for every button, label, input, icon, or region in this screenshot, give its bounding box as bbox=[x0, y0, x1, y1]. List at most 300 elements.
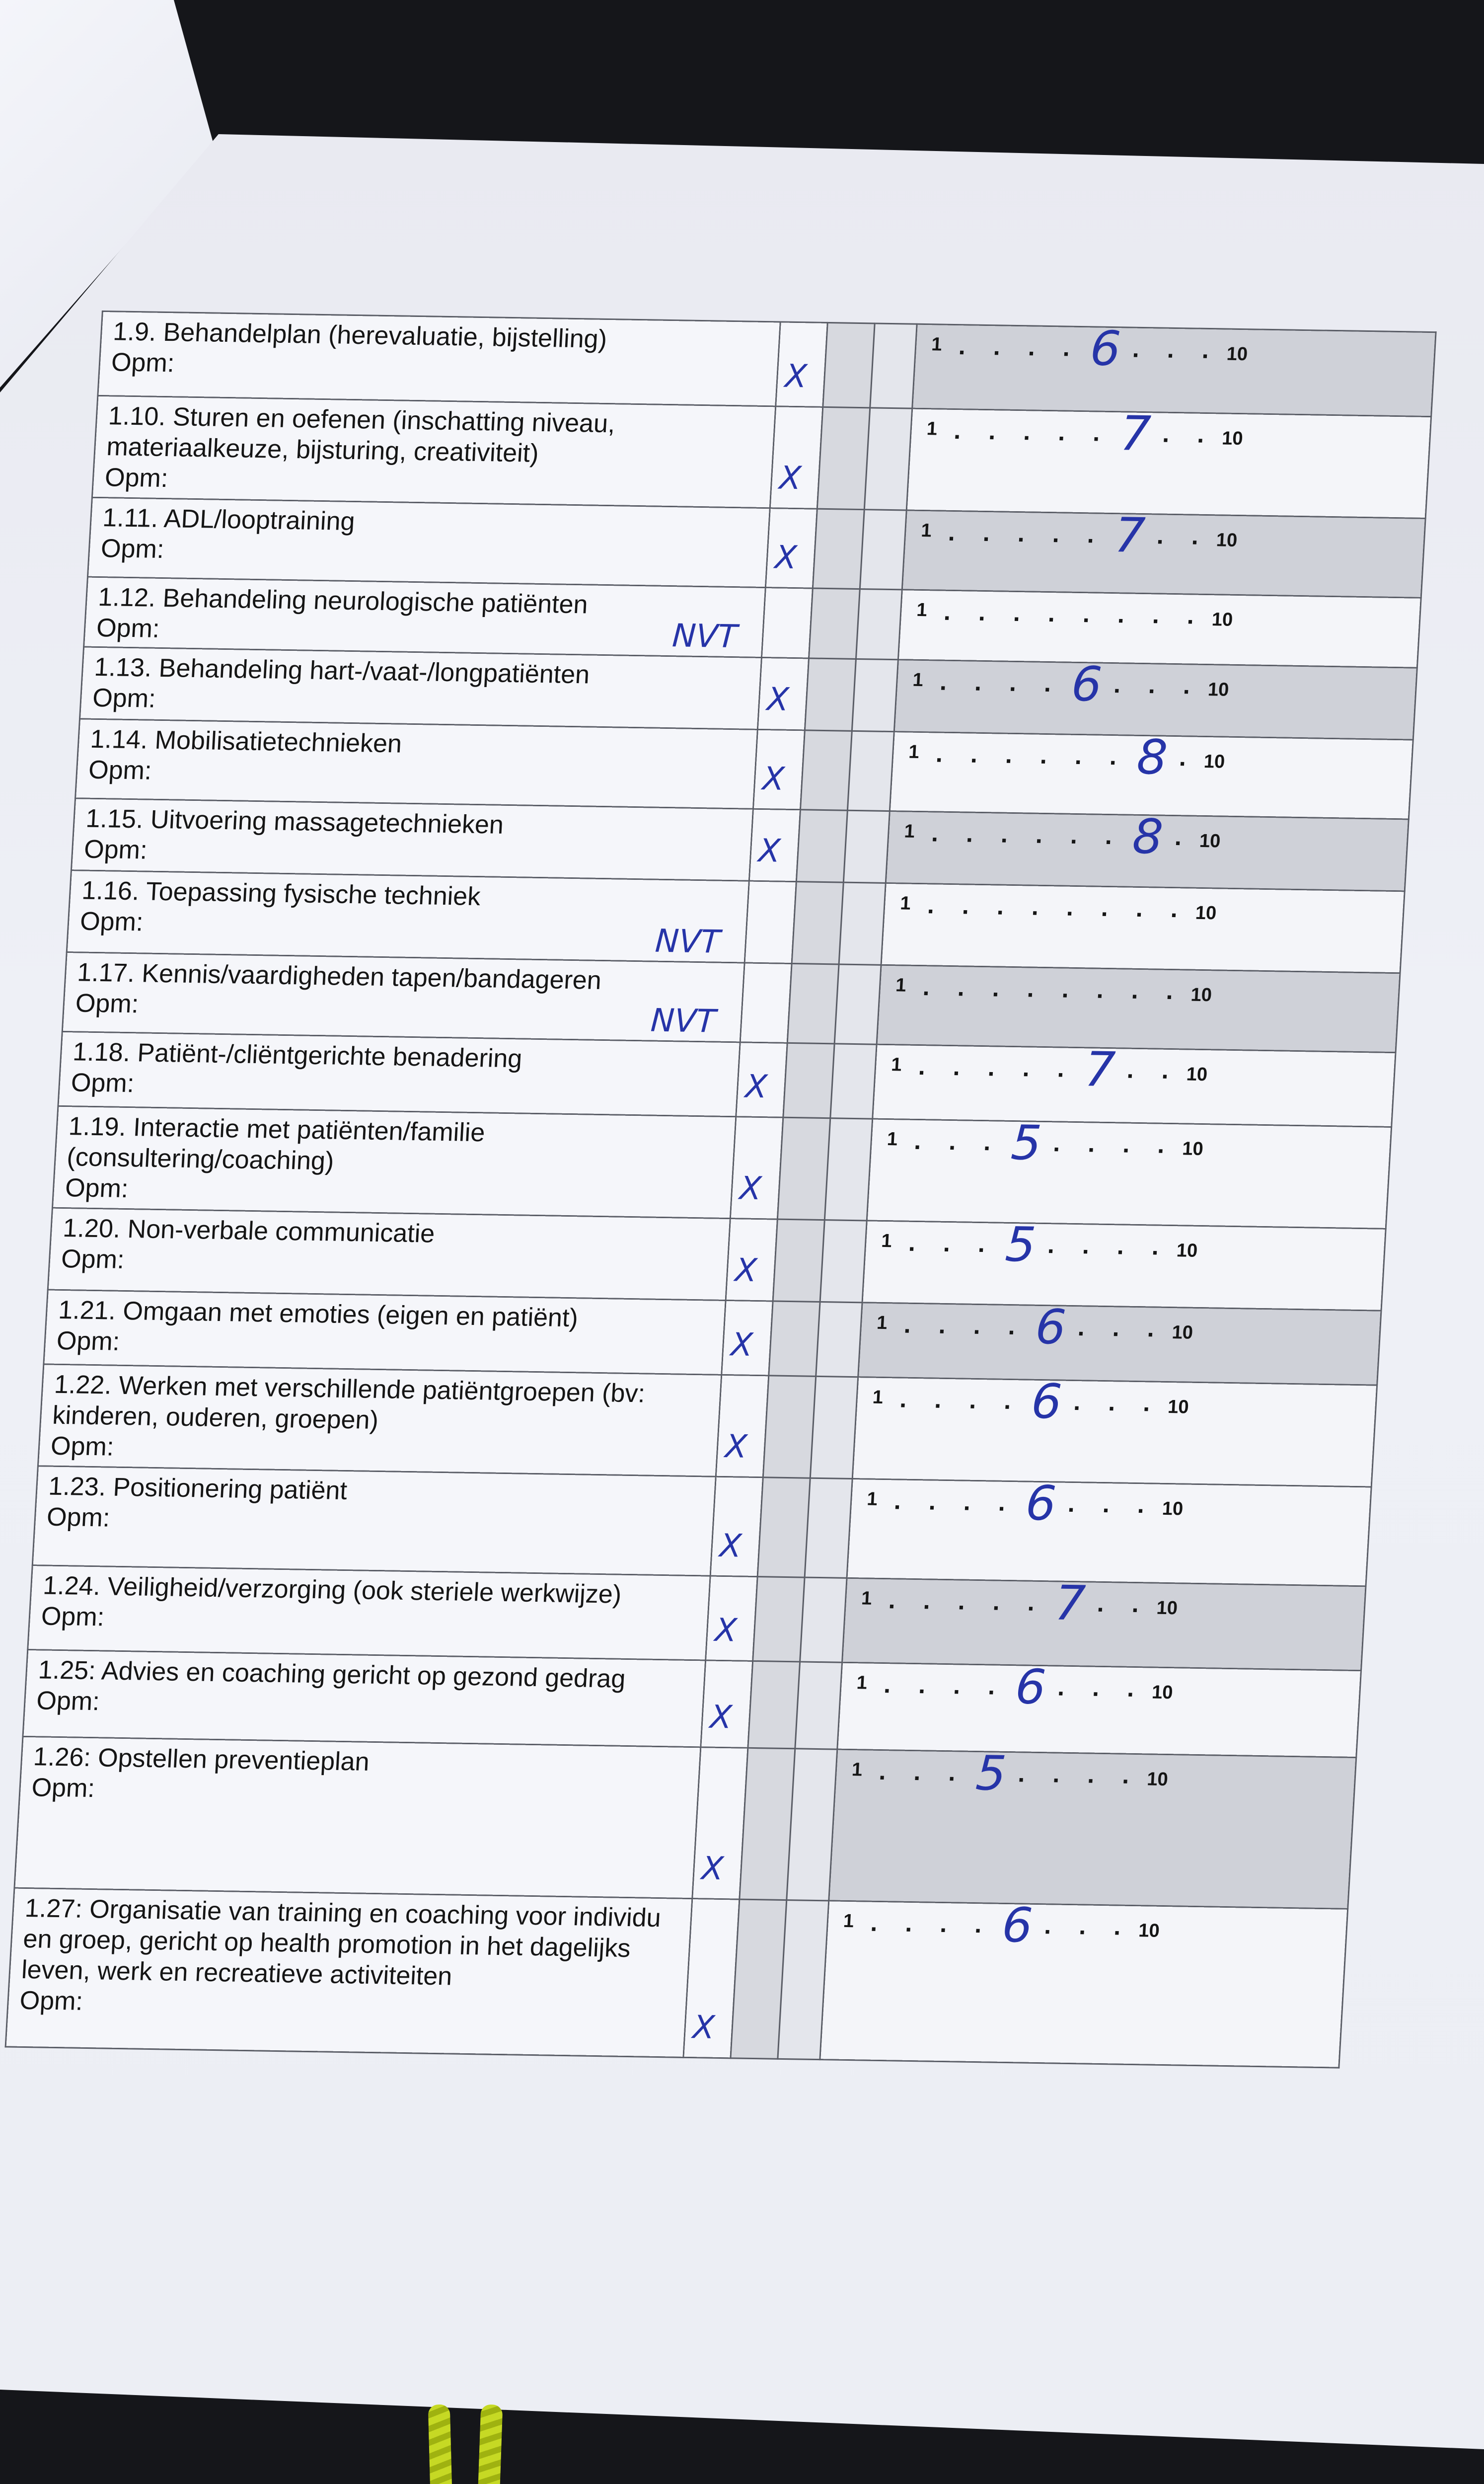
handwritten-x-mark: X bbox=[709, 1699, 733, 1736]
blank-column-cell bbox=[731, 1899, 787, 2059]
scale-dot: . bbox=[1023, 417, 1032, 446]
scale-min-label: 1 bbox=[920, 520, 932, 542]
blank-column-cell bbox=[817, 407, 870, 509]
scale-max-label: 10 bbox=[1190, 984, 1213, 1006]
checkmark-cell[interactable] bbox=[744, 881, 796, 963]
checkmark-cell[interactable] bbox=[765, 508, 817, 588]
handwritten-score: 7 bbox=[1113, 507, 1147, 564]
handwritten-x-mark: X bbox=[744, 1068, 768, 1106]
scale-max-label: 10 bbox=[1207, 679, 1230, 700]
blank-column-cell bbox=[805, 658, 856, 731]
scale-dot: . bbox=[974, 1910, 983, 1939]
scale-dot: . bbox=[952, 1053, 961, 1081]
item-label-cell bbox=[98, 311, 780, 406]
scale-dot: . bbox=[1190, 522, 1199, 550]
handwritten-x-mark: X bbox=[778, 460, 803, 497]
scale-dot: . bbox=[992, 332, 1001, 361]
handwritten-score: 8 bbox=[1131, 808, 1165, 865]
scale-min-label: 1 bbox=[856, 1672, 868, 1694]
checkmark-cell[interactable] bbox=[726, 1219, 777, 1301]
checkmark-cell[interactable] bbox=[710, 1476, 763, 1576]
blank-column-cell bbox=[824, 1118, 872, 1221]
scale-dot: . bbox=[1065, 893, 1074, 921]
item-remarks-label: Opm: bbox=[35, 1686, 101, 1716]
handwritten-x-mark: X bbox=[784, 358, 808, 395]
item-remarks-label: Opm: bbox=[95, 613, 161, 643]
handwritten-score: 6 bbox=[1000, 1897, 1035, 1953]
scale-dot: . bbox=[1113, 670, 1121, 699]
scale-dot: . bbox=[1126, 1674, 1135, 1702]
checkmark-cell[interactable] bbox=[683, 1899, 740, 2058]
item-remarks-label: Opm: bbox=[46, 1502, 111, 1533]
rating-scale-cell[interactable] bbox=[886, 808, 1409, 891]
scale-dot: . bbox=[1108, 1388, 1116, 1416]
checkmark-cell[interactable] bbox=[730, 1117, 783, 1219]
scale-max-label: 10 bbox=[1176, 1240, 1198, 1261]
scale-dot: . bbox=[1008, 668, 1018, 697]
scale-dot: . bbox=[922, 1586, 931, 1615]
blank-column-cell bbox=[839, 882, 886, 965]
scale-dot: . bbox=[939, 1909, 948, 1938]
item-label-cell bbox=[38, 1364, 721, 1476]
handwritten-score: 7 bbox=[1118, 405, 1152, 462]
rating-scale-cell[interactable] bbox=[829, 1745, 1356, 1909]
scale-dot: . bbox=[1069, 821, 1078, 849]
scale-dot: . bbox=[957, 1587, 966, 1615]
blank-column-cell bbox=[816, 1302, 862, 1377]
scale-dot: . bbox=[903, 1310, 912, 1338]
scale-dot: . bbox=[1004, 740, 1013, 769]
scale-min-label: 1 bbox=[890, 1054, 902, 1076]
item-remarks-label: Opm: bbox=[104, 463, 169, 493]
item-label-cell bbox=[14, 1736, 701, 1898]
checkmark-cell[interactable] bbox=[736, 1042, 787, 1117]
scale-dot: . bbox=[922, 973, 931, 1001]
blank-column-cell bbox=[792, 882, 843, 964]
scale-dot: . bbox=[1027, 333, 1036, 361]
blank-column-cell bbox=[769, 1301, 820, 1376]
blank-column-cell bbox=[773, 1219, 824, 1302]
item-remarks-label: Opm: bbox=[70, 1068, 135, 1098]
blank-column-cell bbox=[834, 964, 881, 1044]
scale-dot: . bbox=[1126, 1055, 1135, 1084]
blank-column-cell bbox=[753, 1577, 805, 1662]
blank-column-cell bbox=[870, 323, 917, 408]
scale-dot: . bbox=[1131, 334, 1140, 363]
rating-scale-cell[interactable] bbox=[877, 965, 1400, 1052]
item-label-cell bbox=[32, 1466, 716, 1576]
item-question: 1.11. ADL/looptraining bbox=[102, 503, 356, 537]
scale-min-label: 1 bbox=[886, 1129, 898, 1150]
item-question: 1.24. Veiligheid/verzorging (ook steriele werkwijze) bbox=[42, 1571, 622, 1609]
handwritten-score: 5 bbox=[974, 1745, 1008, 1801]
handwritten-score: 6 bbox=[1070, 656, 1104, 712]
item-question: 1.13. Behandeling hart-/vaat-/longpatiënten bbox=[93, 652, 591, 690]
scale-dot: . bbox=[934, 1385, 943, 1413]
scale-min-label: 1 bbox=[842, 1910, 855, 1932]
scale-min-label: 1 bbox=[895, 975, 907, 996]
scale-dot: . bbox=[1162, 419, 1171, 448]
handwritten-score: 6 bbox=[1014, 1659, 1047, 1715]
item-question: 1.18. Patiënt-/cliëntgerichte benadering bbox=[72, 1037, 523, 1074]
blank-column-cell bbox=[795, 1662, 842, 1749]
scale-dot: . bbox=[938, 1311, 947, 1339]
handwritten-x-mark: X bbox=[700, 1850, 725, 1888]
handwritten-x-mark: X bbox=[714, 1612, 738, 1649]
scale-min-label: 1 bbox=[916, 599, 928, 621]
rating-scale-cell[interactable] bbox=[881, 883, 1405, 973]
not-applicable-note: NVT bbox=[671, 618, 739, 656]
item-remarks-label: Opm: bbox=[19, 1986, 84, 2016]
checkmark-cell[interactable] bbox=[757, 657, 809, 730]
checkmark-cell[interactable] bbox=[722, 1300, 773, 1375]
item-question: 1.25: Advies en coaching gericht op gezond gedrag bbox=[37, 1655, 626, 1694]
scale-min-label: 1 bbox=[912, 669, 924, 691]
scale-max-label: 10 bbox=[1221, 428, 1244, 450]
scale-dot: . bbox=[948, 1758, 957, 1786]
scale-dot: . bbox=[1196, 420, 1205, 448]
scale-dot: . bbox=[1174, 823, 1183, 851]
scale-dot: . bbox=[1166, 335, 1175, 363]
scale-dot: . bbox=[1096, 975, 1105, 1004]
table-row bbox=[14, 1736, 1356, 1909]
scale-dot: . bbox=[904, 1909, 913, 1938]
handwritten-x-mark: X bbox=[734, 1252, 758, 1289]
handwritten-x-mark: X bbox=[761, 761, 786, 798]
scale-min-label: 1 bbox=[851, 1759, 863, 1781]
scale-max-label: 10 bbox=[1161, 1498, 1184, 1520]
scale-dot: . bbox=[1057, 1673, 1066, 1701]
scale-dot: . bbox=[965, 819, 974, 848]
scale-dot: . bbox=[1092, 1673, 1101, 1702]
item-label-cell bbox=[92, 395, 775, 508]
blank-column-cell bbox=[823, 322, 875, 407]
scale-dot: . bbox=[957, 973, 965, 1002]
item-remarks-label: Opm: bbox=[74, 989, 140, 1019]
scale-dot: . bbox=[1161, 1056, 1170, 1084]
scale-dot: . bbox=[1022, 1054, 1031, 1082]
scale-max-label: 10 bbox=[1138, 1920, 1160, 1941]
scale-dot: . bbox=[982, 518, 991, 547]
scale-dot: . bbox=[947, 518, 956, 546]
scale-dot: . bbox=[1056, 1054, 1065, 1083]
item-question: 1.9. Behandelplan (herevaluatie, bijstelling) bbox=[112, 317, 608, 354]
scale-dot: . bbox=[1156, 521, 1165, 549]
scale-dot: . bbox=[1116, 1232, 1125, 1260]
item-label-cell bbox=[75, 719, 758, 809]
rating-scale-cell[interactable] bbox=[873, 1041, 1396, 1127]
checkmark-cell[interactable] bbox=[753, 729, 805, 809]
rating-scale-cell[interactable] bbox=[902, 507, 1425, 598]
scale-max-label: 10 bbox=[1146, 1769, 1169, 1790]
scale-dot: . bbox=[996, 892, 1005, 920]
scale-dot: . bbox=[943, 597, 952, 625]
blank-column-cell bbox=[809, 588, 860, 659]
scale-dot: . bbox=[1039, 741, 1048, 769]
scale-dot: . bbox=[1061, 975, 1070, 1003]
scale-min-label: 1 bbox=[872, 1387, 884, 1408]
scale-dot: . bbox=[1081, 1231, 1090, 1259]
handwritten-score: 6 bbox=[1024, 1475, 1058, 1532]
item-remarks-label: Opm: bbox=[50, 1431, 115, 1462]
handwritten-x-mark: X bbox=[730, 1326, 754, 1364]
scale-dot: . bbox=[1151, 601, 1160, 629]
checkmark-cell[interactable] bbox=[776, 322, 827, 407]
scale-min-label: 1 bbox=[903, 821, 915, 842]
scale-dot: . bbox=[1102, 1489, 1111, 1518]
scale-dot: . bbox=[1087, 1129, 1096, 1158]
item-remarks-label: Opm: bbox=[83, 835, 148, 865]
scale-dot: . bbox=[1146, 1314, 1155, 1342]
scale-dot: . bbox=[1121, 1761, 1130, 1789]
scale-dot: . bbox=[1077, 1313, 1086, 1341]
scale-dot: . bbox=[1142, 1389, 1151, 1417]
scale-dot: . bbox=[1051, 520, 1060, 548]
item-remarks-label: Opm: bbox=[100, 534, 165, 564]
scale-dot: . bbox=[972, 1311, 981, 1340]
evaluation-table bbox=[5, 310, 1437, 2069]
item-label-cell bbox=[23, 1649, 706, 1747]
checkmark-cell[interactable] bbox=[761, 588, 813, 658]
scale-dot: . bbox=[1147, 671, 1156, 699]
checkmark-cell[interactable] bbox=[701, 1660, 753, 1748]
scale-dot: . bbox=[958, 332, 966, 360]
scale-max-label: 10 bbox=[1167, 1397, 1189, 1418]
scale-dot: . bbox=[1170, 894, 1179, 923]
item-question: 1.10. Sturen en oefenen (inschatting niveau, materiaalkeuze, bijsturing, creativiteit) bbox=[106, 401, 616, 468]
scale-max-label: 10 bbox=[1194, 902, 1217, 924]
rating-scale-cell[interactable] bbox=[842, 1575, 1366, 1670]
scale-min-label: 1 bbox=[926, 418, 938, 440]
rating-scale-cell[interactable] bbox=[890, 729, 1413, 819]
scale-dot: . bbox=[1113, 1912, 1122, 1941]
scale-max-label: 10 bbox=[1215, 530, 1238, 551]
rating-scale-cell[interactable] bbox=[898, 590, 1421, 668]
table-row bbox=[38, 1364, 1377, 1487]
scale-max-label: 10 bbox=[1182, 1138, 1204, 1160]
scale-dot: . bbox=[870, 1908, 879, 1937]
scale-max-label: 10 bbox=[1171, 1322, 1194, 1343]
blank-column-cell bbox=[757, 1477, 810, 1577]
checkmark-cell[interactable] bbox=[716, 1375, 768, 1477]
item-remarks-label: Opm: bbox=[79, 907, 145, 937]
blank-column-cell bbox=[777, 1117, 830, 1220]
handwritten-score: 7 bbox=[1083, 1041, 1117, 1098]
handwritten-score: 8 bbox=[1135, 729, 1169, 785]
scale-dot: . bbox=[899, 1385, 908, 1413]
scale-dot: . bbox=[1201, 335, 1210, 364]
blank-column-cell bbox=[787, 963, 839, 1043]
scale-dot: . bbox=[1057, 418, 1066, 446]
handwritten-score: 5 bbox=[1004, 1216, 1038, 1273]
scale-max-label: 10 bbox=[1156, 1597, 1179, 1619]
rating-scale-cell[interactable] bbox=[912, 320, 1436, 416]
scale-dot: . bbox=[1074, 741, 1083, 770]
item-label-cell bbox=[62, 952, 744, 1042]
scale-dot: . bbox=[930, 819, 939, 847]
rating-scale-cell[interactable] bbox=[906, 405, 1431, 518]
item-remarks-label: Opm: bbox=[31, 1773, 96, 1803]
blank-column-cell bbox=[810, 1376, 858, 1478]
scale-min-label: 1 bbox=[881, 1230, 892, 1252]
rating-scale-cell[interactable] bbox=[858, 1299, 1381, 1385]
scale-dot: . bbox=[1178, 743, 1187, 772]
rating-scale-cell[interactable] bbox=[852, 1373, 1377, 1487]
rating-scale-cell[interactable] bbox=[894, 656, 1417, 740]
not-applicable-note: NVT bbox=[650, 1002, 717, 1040]
blank-column-cell bbox=[864, 408, 912, 510]
blank-column-cell bbox=[847, 731, 894, 811]
scale-dot: . bbox=[1100, 893, 1109, 922]
scale-dot: . bbox=[1017, 519, 1026, 547]
item-label-cell bbox=[48, 1208, 730, 1300]
checkmark-cell[interactable] bbox=[706, 1576, 757, 1661]
item-label-cell bbox=[80, 647, 762, 729]
scale-dot: . bbox=[1078, 1912, 1087, 1940]
scale-dot: . bbox=[1035, 820, 1043, 849]
scale-dot: . bbox=[883, 1670, 892, 1699]
scale-dot: . bbox=[1157, 1130, 1166, 1159]
scale-min-label: 1 bbox=[908, 741, 920, 763]
scale-dot: . bbox=[968, 1386, 977, 1414]
item-label-cell bbox=[53, 1106, 736, 1218]
scale-dot: . bbox=[969, 740, 978, 768]
scale-dot: . bbox=[1012, 598, 1021, 627]
item-question: 1.21. Omgaan met emoties (eigen en patiënt) bbox=[57, 1295, 579, 1333]
scale-dot: . bbox=[1017, 1759, 1026, 1787]
item-label-cell bbox=[5, 1888, 692, 2057]
handwritten-score: 5 bbox=[1009, 1115, 1043, 1171]
scale-dot: . bbox=[1112, 1314, 1120, 1342]
scale-dot: . bbox=[961, 891, 970, 920]
item-question: 1.20. Non-verbale communicatie bbox=[62, 1214, 436, 1248]
scale-dot: . bbox=[928, 1487, 937, 1515]
scale-dot: . bbox=[893, 1486, 902, 1515]
scale-dot: . bbox=[1151, 1232, 1160, 1260]
scale-dot: . bbox=[1136, 1490, 1145, 1519]
scale-dot: . bbox=[1165, 976, 1174, 1005]
scale-dot: . bbox=[1186, 601, 1195, 629]
item-question: 1.14. Mobilisatietechnieken bbox=[89, 724, 403, 759]
scale-max-label: 10 bbox=[1151, 1682, 1174, 1704]
scale-dot: . bbox=[953, 416, 962, 445]
scale-dot: . bbox=[1116, 600, 1125, 628]
scale-dot: . bbox=[1007, 1312, 1016, 1340]
scale-dot: . bbox=[1052, 1129, 1061, 1157]
scale-dot: . bbox=[1130, 976, 1139, 1004]
scale-dot: . bbox=[1052, 1760, 1061, 1788]
scale-dot: . bbox=[1096, 1589, 1105, 1617]
rating-scale-cell[interactable] bbox=[847, 1475, 1371, 1586]
lanyard-cord bbox=[428, 2405, 456, 2484]
table-row bbox=[5, 1888, 1348, 2068]
scale-dot: . bbox=[918, 1671, 927, 1699]
item-label-cell bbox=[67, 870, 749, 963]
blank-column-cell bbox=[852, 659, 898, 731]
item-question: 1.15. Uitvoering massagetechnieken bbox=[85, 804, 505, 840]
item-question: 1.12. Behandeling neurologische patiënten bbox=[97, 582, 589, 620]
scale-dot: . bbox=[1047, 599, 1056, 627]
scale-dot: . bbox=[1046, 1231, 1055, 1259]
rating-scale-cell[interactable] bbox=[862, 1216, 1386, 1311]
item-label-cell bbox=[84, 577, 766, 657]
scale-max-label: 10 bbox=[1211, 609, 1234, 630]
checkmark-cell[interactable] bbox=[740, 963, 792, 1043]
scale-dot: . bbox=[913, 1126, 922, 1155]
blank-column-cell bbox=[860, 510, 906, 590]
not-applicable-note: NVT bbox=[654, 923, 721, 961]
handwritten-x-mark: X bbox=[739, 1170, 763, 1208]
scale-min-label: 1 bbox=[899, 893, 911, 914]
scale-dot: . bbox=[917, 1052, 926, 1081]
scale-min-label: 1 bbox=[931, 334, 943, 355]
handwritten-x-mark: X bbox=[766, 681, 790, 718]
item-label-cell bbox=[44, 1290, 726, 1375]
handwritten-score: 7 bbox=[1053, 1575, 1087, 1631]
rating-scale-cell[interactable] bbox=[837, 1659, 1361, 1757]
blank-column-cell bbox=[820, 1220, 867, 1303]
blank-column-cell bbox=[856, 589, 902, 660]
blank-column-cell bbox=[763, 1376, 816, 1478]
scale-dot: . bbox=[1122, 1130, 1131, 1158]
scale-dot: . bbox=[953, 1671, 962, 1700]
scale-dot: . bbox=[987, 1053, 996, 1082]
blank-column-cell bbox=[800, 1577, 847, 1662]
scale-dot: . bbox=[939, 667, 948, 696]
scale-dot: . bbox=[1182, 671, 1191, 699]
handwritten-score: 6 bbox=[1089, 320, 1122, 377]
scale-dot: . bbox=[1073, 1388, 1082, 1416]
scale-dot: . bbox=[878, 1757, 887, 1785]
item-label-cell bbox=[58, 1031, 740, 1116]
scale-dot: . bbox=[1043, 669, 1052, 698]
checkmark-cell[interactable] bbox=[692, 1747, 748, 1899]
scale-dot: . bbox=[963, 1487, 971, 1516]
scale-max-label: 10 bbox=[1186, 1064, 1208, 1086]
scale-dot: . bbox=[983, 1128, 992, 1156]
rating-scale-cell[interactable] bbox=[867, 1115, 1391, 1229]
scale-dot: . bbox=[1026, 974, 1035, 1003]
scale-dot: . bbox=[987, 1672, 996, 1700]
scale-dot: . bbox=[1000, 820, 1009, 848]
item-question: 1.16. Toepassing fysische techniek bbox=[81, 876, 481, 912]
rating-scale-cell[interactable] bbox=[820, 1897, 1348, 2068]
item-remarks-label: Opm: bbox=[87, 755, 153, 785]
scale-dot: . bbox=[1092, 418, 1101, 447]
blank-column-cell bbox=[843, 810, 890, 883]
scale-dot: . bbox=[973, 668, 983, 696]
scale-dot: . bbox=[942, 1229, 951, 1257]
evaluation-form bbox=[5, 310, 1437, 2069]
checkmark-cell[interactable] bbox=[749, 809, 800, 881]
scale-dot: . bbox=[977, 1229, 986, 1258]
scale-min-label: 1 bbox=[866, 1488, 878, 1510]
checkmark-cell[interactable] bbox=[770, 406, 822, 509]
item-question: 1.26: Opstellen preventieplan bbox=[32, 1742, 371, 1777]
scale-min-label: 1 bbox=[861, 1588, 873, 1609]
item-remarks-label: Opm: bbox=[110, 348, 175, 378]
scale-min-label: 1 bbox=[876, 1312, 888, 1334]
scale-dot: . bbox=[1031, 892, 1039, 921]
scale-dot: . bbox=[991, 974, 1000, 1002]
table-row bbox=[92, 395, 1431, 518]
handwritten-x-mark: X bbox=[757, 832, 782, 870]
scale-dot: . bbox=[988, 417, 997, 445]
scale-dot: . bbox=[1135, 894, 1144, 923]
scale-dot: . bbox=[997, 1488, 1006, 1516]
item-label-cell bbox=[88, 497, 770, 587]
item-remarks-label: Opm: bbox=[60, 1244, 126, 1274]
